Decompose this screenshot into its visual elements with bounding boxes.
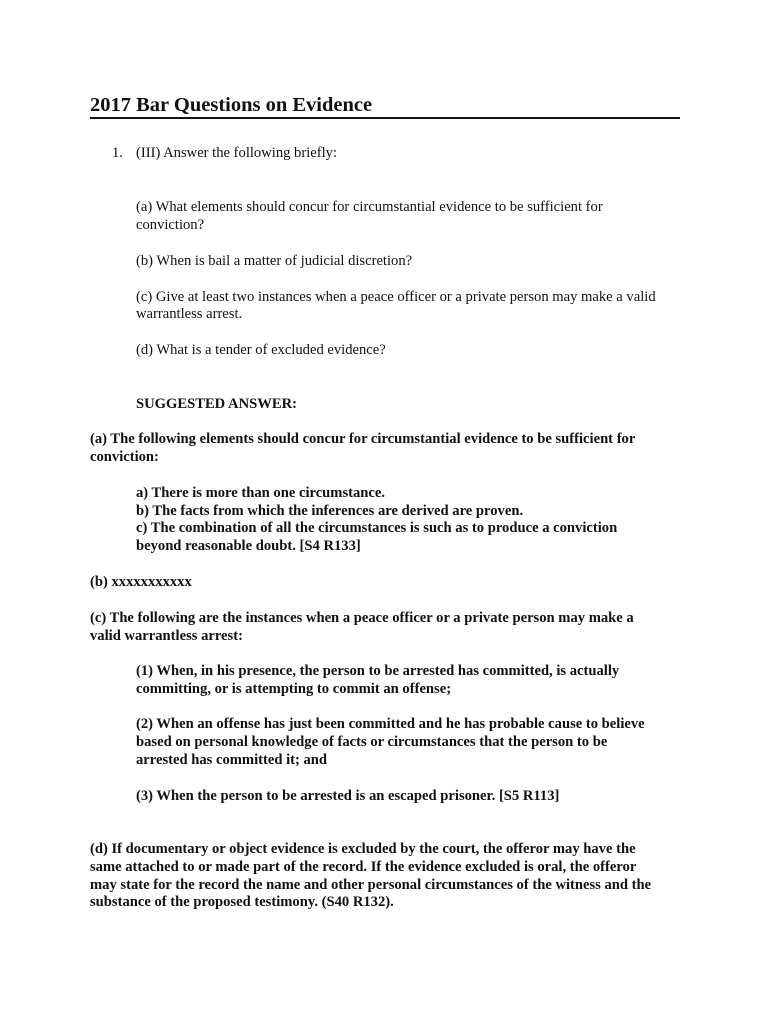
document-title: 2017 Bar Questions on Evidence (90, 94, 373, 116)
question-item-c-line-2: warrantless arrest. (136, 306, 243, 322)
answer-d-line-3: may state for the record the name and other personal circumstances of the witness and the (90, 877, 652, 893)
answer-a-point-3: c) The combination of all the circumstances is such as to produce a conviction (136, 520, 618, 536)
question-item-d: (d) What is a tender of excluded evidence? (136, 342, 386, 358)
answer-d-line-4: substance of the proposed testimony. (S40 R132). (90, 894, 394, 910)
answer-c-intro-line-2: valid warrantless arrest: (90, 628, 243, 644)
answer-c-point-1-line-1: (1) When, in his presence, the person to be arrested has committed, is actually (136, 663, 620, 679)
answer-c-point-1-line-2: committing, or is attempting to commit an offense; (136, 681, 452, 697)
question-prompt: (III) Answer the following briefly: (136, 145, 338, 161)
answer-d-line-1: (d) If documentary or object evidence is excluded by the court, the offeror may have the (90, 841, 636, 857)
answer-c-point-2-line-3: arrested has committed it; and (136, 752, 328, 768)
question-number: 1. (112, 145, 123, 161)
answer-a-point-2: b) The facts from which the inferences are derived are proven. (136, 503, 524, 519)
answer-a-intro-line-1: (a) The following elements should concur for circumstantial evidence to be sufficient for (90, 431, 636, 447)
question-item-c-line-1: (c) Give at least two instances when a peace officer or a private person may make a valid (136, 289, 656, 305)
answer-c-point-2-line-1: (2) When an offense has just been committed and he has probable cause to believe (136, 716, 645, 732)
answer-b: (b) xxxxxxxxxxx (90, 574, 192, 590)
answer-c-intro-line-1: (c) The following are the instances when a peace officer or a private person may make a (90, 610, 634, 626)
question-item-a-line-2: conviction? (136, 217, 205, 233)
question-item-a-line-1: (a) What elements should concur for circumstantial evidence to be sufficient for (136, 199, 603, 215)
title-underline (90, 117, 680, 119)
question-item-b: (b) When is bail a matter of judicial discretion? (136, 253, 413, 269)
answer-c-point-2-line-2: based on personal knowledge of facts or circumstances that the person to be (136, 734, 608, 750)
answer-c-point-3: (3) When the person to be arrested is an escaped prisoner. [S5 R113] (136, 788, 560, 804)
answer-a-intro-line-2: conviction: (90, 449, 159, 465)
answer-a-point-1: a) There is more than one circumstance. (136, 485, 386, 501)
suggested-answer-heading: SUGGESTED ANSWER: (136, 396, 297, 412)
answer-d-line-2: same attached to or made part of the record. If the evidence excluded is oral, the offeror (90, 859, 637, 875)
answer-a-point-4: beyond reasonable doubt. [S4 R133] (136, 538, 361, 554)
